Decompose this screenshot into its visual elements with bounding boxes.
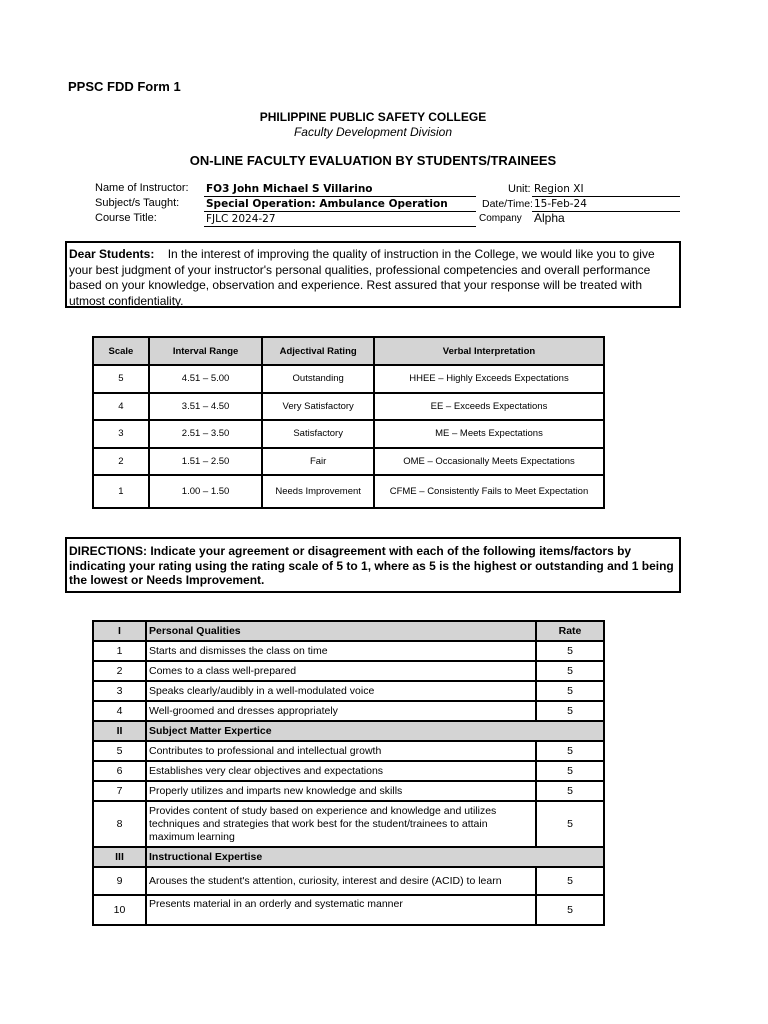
- scale-cell: 1: [93, 475, 149, 508]
- table-row: [93, 741, 604, 761]
- table-row: [93, 895, 604, 925]
- item-text: Presents material in an orderly and systematic manner: [146, 895, 536, 925]
- item-number: 9: [93, 867, 146, 895]
- item-number: 1: [93, 641, 146, 661]
- item-number: 5: [93, 741, 146, 761]
- item-text: Well-groomed and dresses appropriately: [146, 701, 536, 721]
- subject-label: Subject/s Taught:: [95, 197, 180, 209]
- interval-cell: 2.51 – 3.50: [149, 420, 263, 448]
- interval-header: Interval Range: [149, 337, 263, 365]
- adjectival-cell: Outstanding: [262, 365, 374, 393]
- table-row: [93, 475, 604, 508]
- item-text: Contributes to professional and intellectual growth: [146, 741, 536, 761]
- instructor-label: Name of Instructor:: [95, 182, 189, 194]
- scale-cell: 5: [93, 365, 149, 393]
- item-number: 4: [93, 701, 146, 721]
- rating-scale-table: [92, 336, 605, 509]
- item-text: Provides content of study based on experience and knowledge and utilizes techniques and strategies that work best for the student/trainees to attain maximum learning: [146, 801, 536, 847]
- table-row: [93, 365, 604, 393]
- table-row: [93, 641, 604, 661]
- interval-cell: 4.51 – 5.00: [149, 365, 263, 393]
- adjectival-cell: Fair: [262, 448, 374, 476]
- division-name: Faculty Development Division: [293, 125, 453, 139]
- section-title: Instructional Expertise: [146, 847, 604, 867]
- company-label: Company: [479, 213, 522, 224]
- adjectival-cell: Needs Improvement: [262, 475, 374, 508]
- table-row: [93, 761, 604, 781]
- item-text: Arouses the student's attention, curiosity, interest and desire (ACID) to learn: [146, 867, 536, 895]
- dear-students-lead: Dear Students:: [69, 247, 155, 261]
- item-number: 2: [93, 661, 146, 681]
- item-rate[interactable]: 5: [536, 895, 604, 925]
- dear-students-body: In the interest of improving the quality of instruction in the College, we would like you to give your best judgment of your instructor's personal qualities, professional competencies and overall performance based on your knowledge, observation and experience. Rest assured that your response will be treated with utmost confidentiality.: [69, 247, 655, 308]
- date-label: Date/Time:: [482, 198, 533, 210]
- scale-cell: 4: [93, 393, 149, 421]
- interval-cell: 3.51 – 4.50: [149, 393, 263, 421]
- college-name: PHILIPPINE PUBLIC SAFETY COLLEGE: [259, 110, 487, 124]
- date-field[interactable]: 15-Feb-24: [532, 197, 680, 212]
- item-rate[interactable]: 5: [536, 801, 604, 847]
- interval-cell: 1.00 – 1.50: [149, 475, 263, 508]
- item-number: 10: [93, 895, 146, 925]
- table-row: [93, 801, 604, 847]
- scale-cell: 2: [93, 448, 149, 476]
- adjectival-cell: Very Satisfactory: [262, 393, 374, 421]
- section-row: [93, 847, 604, 867]
- section-number: I: [93, 621, 146, 641]
- section-number: II: [93, 721, 146, 741]
- instructor-field[interactable]: FO3 John Michael S Villarino: [204, 182, 476, 197]
- verbal-cell: ME – Meets Expectations: [374, 420, 604, 448]
- item-number: 8: [93, 801, 146, 847]
- unit-label: Unit:: [508, 183, 531, 195]
- form-code: PPSC FDD Form 1: [68, 79, 181, 94]
- item-text: Speaks clearly/audibly in a well-modulated voice: [146, 681, 536, 701]
- table-row: [93, 701, 604, 721]
- item-text: Comes to a class well-prepared: [146, 661, 536, 681]
- interval-cell: 1.51 – 2.50: [149, 448, 263, 476]
- table-row: [93, 781, 604, 801]
- scale-header-row: [93, 337, 604, 365]
- company-field[interactable]: Alpha: [534, 211, 565, 225]
- scale-header: Scale: [93, 337, 149, 365]
- subject-field[interactable]: Special Operation: Ambulance Operation: [204, 197, 476, 212]
- item-rate[interactable]: 5: [536, 741, 604, 761]
- unit-field[interactable]: Region XI: [532, 182, 680, 197]
- directions-box: DIRECTIONS: Indicate your agreement or disagreement with each of the following items/factors by indicating your rating using the rating scale of 5 to 1, where as 5 is the highest or outstanding and 1 being the lowest or Needs Improvement.: [65, 537, 681, 593]
- page-title: ON-LINE FACULTY EVALUATION BY STUDENTS/TRAINEES: [189, 153, 557, 168]
- table-row: [93, 448, 604, 476]
- table-row: [93, 661, 604, 681]
- item-rate[interactable]: 5: [536, 641, 604, 661]
- section-row: [93, 621, 604, 641]
- item-number: 6: [93, 761, 146, 781]
- table-row: [93, 393, 604, 421]
- table-row: [93, 681, 604, 701]
- item-rate[interactable]: 5: [536, 781, 604, 801]
- item-rate[interactable]: 5: [536, 701, 604, 721]
- item-text: Properly utilizes and imparts new knowledge and skills: [146, 781, 536, 801]
- section-title: Personal Qualities: [146, 621, 536, 641]
- verbal-cell: EE – Exceeds Expectations: [374, 393, 604, 421]
- item-rate[interactable]: 5: [536, 761, 604, 781]
- section-row: [93, 721, 604, 741]
- evaluation-items-table: [92, 620, 605, 926]
- table-row: [93, 420, 604, 448]
- section-title: Subject Matter Expertice: [146, 721, 604, 741]
- adjectival-header: Adjectival Rating: [262, 337, 374, 365]
- item-rate[interactable]: 5: [536, 867, 604, 895]
- item-number: 3: [93, 681, 146, 701]
- verbal-cell: CFME – Consistently Fails to Meet Expectation: [374, 475, 604, 508]
- rate-header: Rate: [536, 621, 604, 641]
- item-rate[interactable]: 5: [536, 661, 604, 681]
- item-number: 7: [93, 781, 146, 801]
- verbal-header: Verbal Interpretation: [374, 337, 604, 365]
- section-number: III: [93, 847, 146, 867]
- item-text: Establishes very clear objectives and expectations: [146, 761, 536, 781]
- table-row: [93, 867, 604, 895]
- course-field[interactable]: FJLC 2024-27: [204, 212, 476, 227]
- course-label: Course Title:: [95, 212, 157, 224]
- adjectival-cell: Satisfactory: [262, 420, 374, 448]
- verbal-cell: OME – Occasionally Meets Expectations: [374, 448, 604, 476]
- item-rate[interactable]: 5: [536, 681, 604, 701]
- verbal-cell: HHEE – Highly Exceeds Expectations: [374, 365, 604, 393]
- scale-cell: 3: [93, 420, 149, 448]
- dear-students-box: [65, 241, 681, 308]
- item-text: Starts and dismisses the class on time: [146, 641, 536, 661]
